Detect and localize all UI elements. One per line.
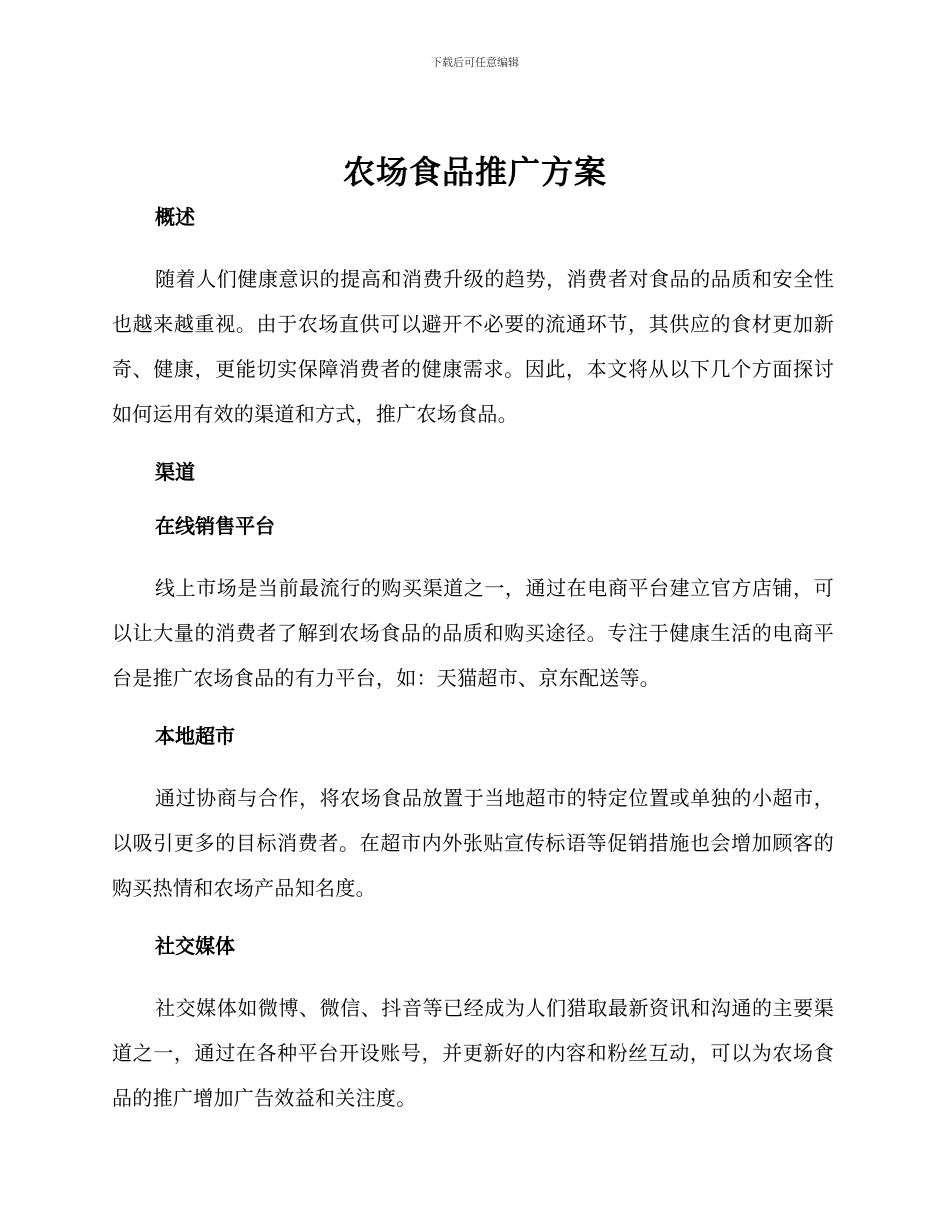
subsection-heading-online: 在线销售平台 [155, 514, 275, 538]
subsection-heading-social: 社交媒体 [155, 934, 235, 958]
subsection-heading-supermarket: 本地超市 [155, 724, 235, 748]
paragraph-supermarket: 通过协商与合作，将农场食品放置于当地超市的特定位置或单独的小超市，以吸引更多的目标消费者。在超市内外张贴宣传标语等促销措施也会增加顾客的购买热情和农场产品知名度。 [112, 786, 834, 900]
section-heading-channels: 渠道 [155, 460, 195, 484]
document-body [112, 203, 834, 1121]
paragraph-online: 线上市场是当前最流行的购买渠道之一，通过在电商平台建立官方店铺，可以让大量的消费者了解到农场食品的品质和购买途径。专注于健康生活的电商平台是推广农场食品的有力平台，如：天猫超市、京东配送等。 [112, 576, 834, 690]
paragraph-overview: 随着人们健康意识的提高和消费升级的趋势，消费者对食品的品质和安全性也越来越重视。由于农场直供可以避开不必要的流通环节，其供应的食材更加新奇、健康，更能切实保障消费者的健康需求。因此，本文将从以下几个方面探讨如何运用有效的渠道和方式，推广农场食品。 [112, 267, 834, 426]
paragraph-social: 社交媒体如微博、微信、抖音等已经成为人们猎取最新资讯和沟通的主要渠道之一，通过在各种平台开设账号，并更新好的内容和粉丝互动，可以为农场食品的推广增加广告效益和关注度。 [112, 996, 834, 1110]
document-title: 农场食品推广方案 [342, 153, 607, 191]
page-header-note: 下载后可任意编辑 [431, 56, 519, 69]
section-heading-overview: 概述 [155, 205, 195, 229]
